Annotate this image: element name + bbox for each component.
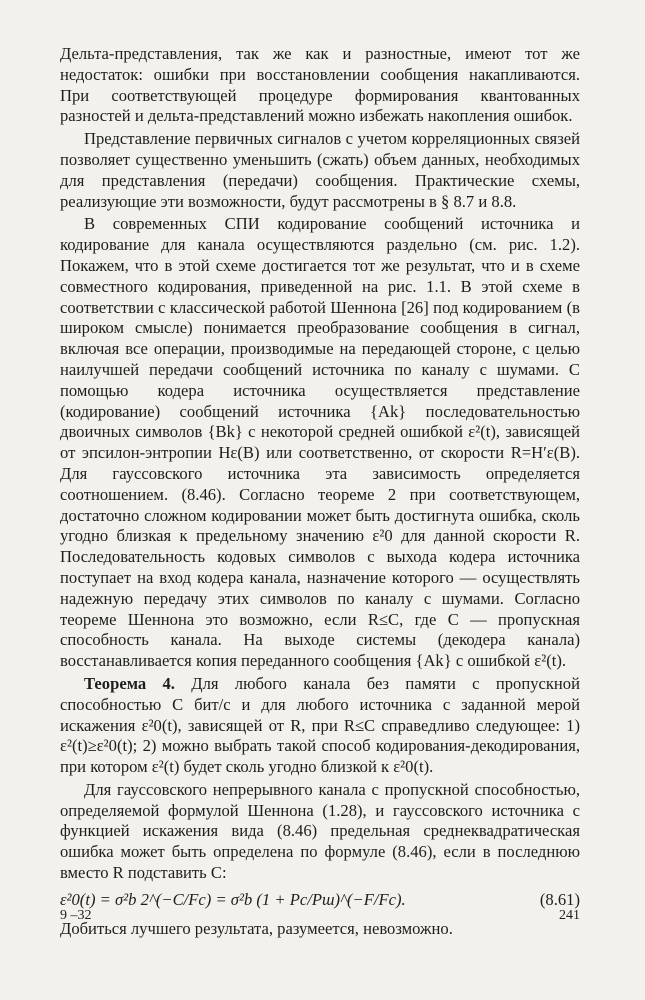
paragraph-2: Представление первичных сигналов с учетом корреляционных связей позволяет существенно уменьшить (сжать) объем данных, необходимых для представления (передачи) сообщения. Практические схемы, реализующие эти возможности, будут рассмотрены в § 8.7 и 8.8.: [60, 129, 580, 211]
paragraph-1: Дельта-представления, так же как и разностные, имеют тот же недостаток: ошибки при восстановлении сообщения накапливаются. При соответствующей процедуре формирования квантованных разностей и дельта-представлений можно избежать накопления ошибок.: [60, 44, 580, 126]
equation-number: (8.61): [539, 889, 580, 909]
theorem-title: Теорема 4.: [84, 673, 175, 693]
signature-mark: 9 –32: [60, 908, 92, 923]
theorem-4: [60, 674, 580, 778]
paragraph-4: Для гауссовского непрерывного канала с пропускной способностью, определяемой формулой Шеннона (1.28), и гауссовского источника с функцией искажения вида (8.46) предельная среднеквадратическая ошибка может быть определена по формуле (8.46), если в последнюю вместо R подставить C:: [60, 779, 580, 883]
theorem-text: Для любого канала без памяти с пропускной способностью C бит/с и для любого источника с заданной мерой искажения ε²0(t), зависящей от R, при R≤C справедливо следующее: 1) ε²(t)≥ε²0(t); 2) можно выбрать такой способ кодирования-декодирования, при котором ε²(t) будет сколь угодно близкой к ε²0(t).: [60, 673, 580, 777]
page-number: 241: [559, 908, 580, 923]
paragraph-3: В современных СПИ кодирование сообщений источника и кодирование для канала осуществляются раздельно (см. рис. 1.2). Покажем, что в этой схеме достигается тот же результат, что и в схеме совместного кодирования, приведенной на рис. 1.1. В этой схеме в соответствии с классической работой Шеннона [26] под кодированием (в широком смысле) понимается преобразование сообщения в сигнал, включая все операции, производимые на передающей стороне, с целью наилучшей передачи сообщений источника по каналу с шумами. С помощью кодера источника осуществляется представление (кодирование) сообщений источника {Ak} последовательностью двоичных символов {Bk} с некоторой средней ошибкой ε²(t), зависящей от эпсилон-энтропии Hε(B) или соответственно, от скорости R=H′ε(B). Для гауссовского источника эта зависимость определяется соотношением. (8.46). Согласно теореме 2 при соответствующем, достаточно сложном кодировании может быть достигнута ошибка, сколь угодно близкая к предельному значению ε²0 для данной скорости R. Последовательность кодовых символов с выхода кодера источника поступает на вход кодера канала, назначение которого — осуществлять надежную передачу этих символов по каналу с шумами. Согласно теореме Шеннона это возможно, если R≤C, где C — пропускная способность канала. На выходе системы (декодера канала) восстанавливается копия переданного сообщения {Ak} с ошибкой ε²(t).: [60, 214, 580, 671]
closing-line: Добиться лучшего результата, разумеется, невозможно.: [60, 918, 453, 938]
page-footer: [60, 908, 580, 924]
equation-text: ε²0(t) = σ²b 2^(−C/Fc) = σ²b (1 + Pc/Pш)^(−F/Fc).: [60, 889, 406, 909]
page-body: [60, 44, 580, 939]
